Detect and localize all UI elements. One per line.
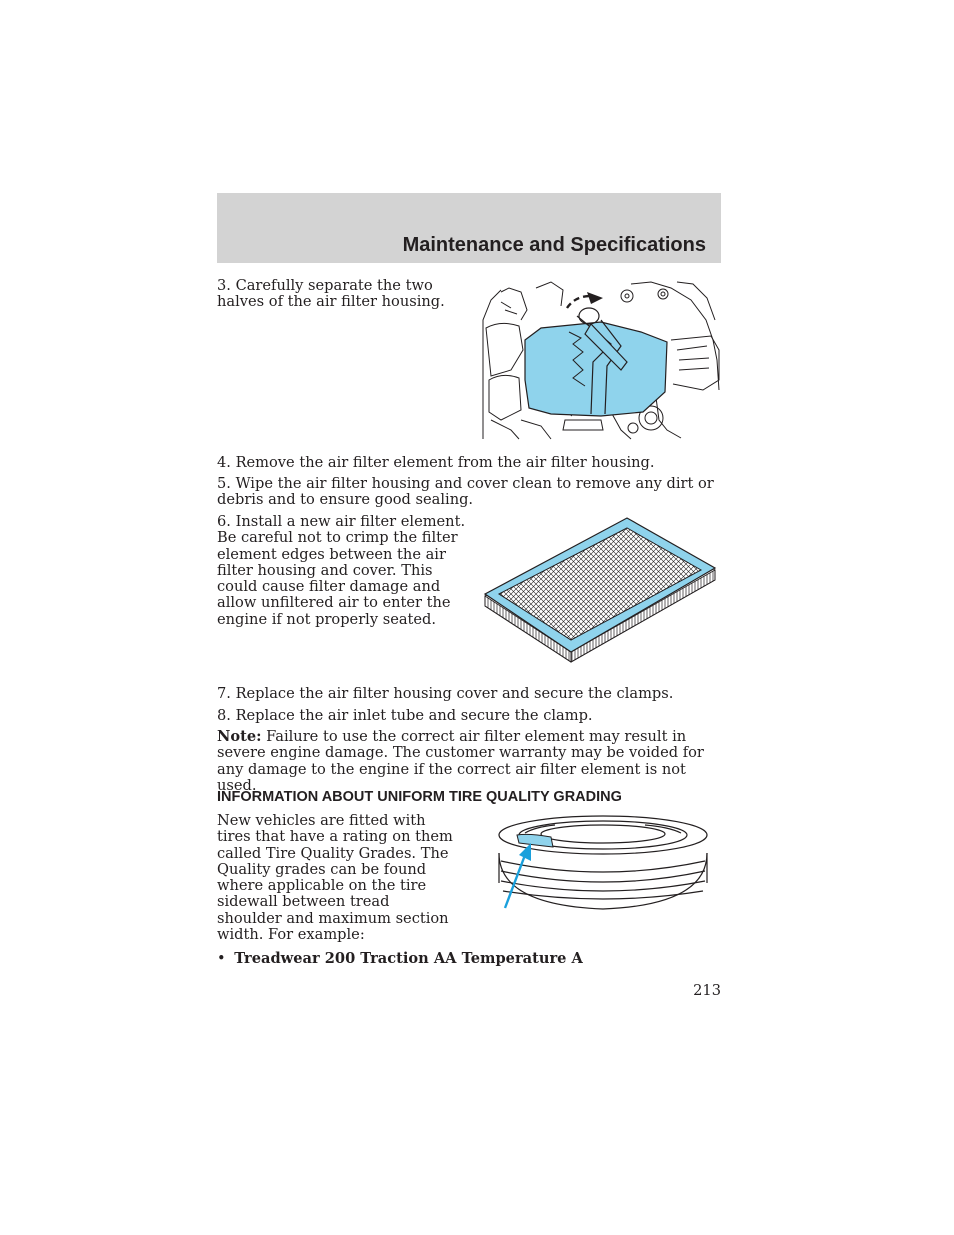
page-title: Maintenance and Specifications [402,234,706,256]
page-number: 213 [693,982,721,999]
step-4-text: 4. Remove the air filter element from the air filter housing. [217,454,655,471]
header-band [217,193,721,263]
note-text: Failure to use the correct air filter element may result in severe engine damage. The customer warranty may be voided for any damage to the engine if the correct air filter element is not used. [217,728,704,794]
step-3-text: 3. Carefully separate the two halves of the air filter housing. [217,277,445,311]
bullet-mark: • [217,950,226,967]
note-label: Note: [217,728,262,745]
tire-grading-heading: INFORMATION ABOUT UNIFORM TIRE QUALITY GRADING [217,789,622,805]
tire-illustration [495,813,711,915]
bullet-text: Treadwear 200 Traction AA Temperature A [234,950,583,967]
step-8-text: 8. Replace the air inlet tube and secure the clamp. [217,707,593,724]
air-filter-element-illustration [481,514,721,674]
note-paragraph [217,729,723,794]
tire-intro-text: New vehicles are fitted with tires that have a rating on them called Tire Quality Grades. The Quality grades can be found where applicable on the tire sidewall between tread shoulder and maximum section width. For example: [217,812,453,944]
step-6-text: 6. Install a new air filter element. Be careful not to crimp the filter element edges between the air filter housing and cover. This could cause filter damage and allow unfiltered air to enter the engine if not properly seated. [217,513,466,628]
bullet-item [217,951,721,967]
step-5-text: 5. Wipe the air filter housing and cover clean to remove any dirt or debris and to ensure good sealing. [217,475,714,509]
air-filter-housing-illustration [481,280,721,440]
step-7-text: 7. Replace the air filter housing cover and secure the clamps. [217,685,674,702]
